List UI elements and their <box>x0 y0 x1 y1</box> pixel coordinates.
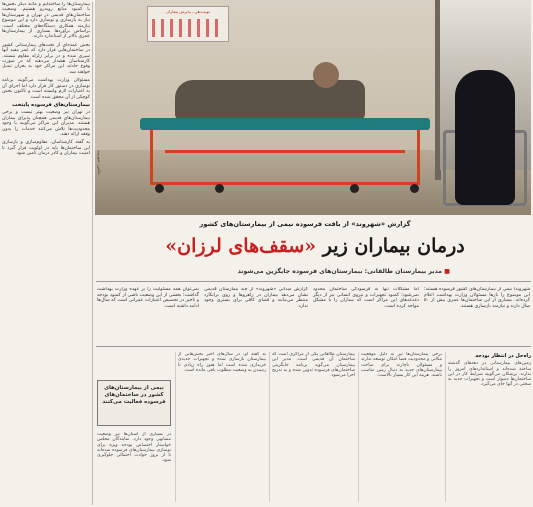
patient-head <box>313 62 339 88</box>
left-paragraph: بخش عمده‌ای از تخت‌های بیمارستانی کشور در ساختمان‌هایی قرار دارد که عمر مفید آنها سپری شده و در برابر زلزله مقاوم نیستند. کارشناسان هشدار می‌دهند که در صورت وقوع حادثه، این مراکز خود به بحران تبدیل خواهند شد. <box>2 42 90 75</box>
wheel <box>215 184 224 193</box>
callout-box: نیمی از بیمارستان‌های کشور در ساختمان‌های فرسوده فعالیت می‌کنند <box>97 380 171 426</box>
photo-credit: عکس: شهروند <box>97 150 102 175</box>
column-divider <box>92 2 93 505</box>
patient-figure <box>175 80 365 120</box>
stretcher-frame <box>150 130 420 185</box>
lead-column: گزارش میدانی «شهروند» از چند بیمارستان قدیمی نشان می‌دهد بیماران در راهروها و روی برانکارد منتظر می‌مانند و فضای کافی برای بستری وجود ندارد. <box>204 287 308 309</box>
wheel <box>410 184 419 193</box>
left-article-column <box>2 2 90 505</box>
kicker: گزارش «شهروند» از بافت فرسوده نیمی از بیمارستان‌های کشور <box>199 220 411 228</box>
body-column: برخی بیمارستان‌ها نیز به دلیل موقعیت مکانی و محدودیت فضا امکان توسعه ندارند و مسئولان ناچارند برای ساخت بیمارستان‌های جدید به دنبال زمین مناسب باشند. هزینه این کار بسیار بالاست. <box>361 352 442 379</box>
wall-poster <box>147 6 229 42</box>
wheel <box>155 184 164 193</box>
subheadline <box>210 268 450 275</box>
divider <box>96 346 531 347</box>
stretcher-mattress <box>140 118 430 130</box>
left-subheading: بیمارستان‌های فرسوده پایتخت <box>12 101 90 108</box>
lead-column: اما مشکلات تنها به فرسودگی ساختمان محدود نمی‌شود؛ کمبود تجهیزات و نیروی انسانی نیز از دیگر دغدغه‌های این مراکز است که بیماران را با مشکل مواجه کرده است. <box>313 287 419 309</box>
hospital-corridor-photo <box>95 0 531 215</box>
body-column: در بسیاری از استان‌ها نیز وضعیت مشابهی وجود دارد. نمایندگان مجلس خواستار اختصاص بودجه ویژه برای نوسازی بیمارستان‌های فرسوده شده‌اند تا از بروز حوادث احتمالی جلوگیری شود. <box>97 432 171 464</box>
bullet-icon: ■ <box>444 268 450 275</box>
body-column <box>448 352 531 505</box>
headline-accent: «سقف‌های لرزان» <box>165 235 317 257</box>
lead-column: نمی‌توان همه مسئولیت را بر عهده وزارت بهداشت گذاشت؛ بخشی از این وضعیت ناشی از کمبود بودجه و تاخیر در تخصیص اعتبارات عمرانی است که سال‌ها ادامه داشته است. <box>97 287 199 309</box>
body-text: زمین‌های بیمارستانی در دهه‌های گذشته ساخته شده‌اند و استانداردهای امروز را ندارند. پزشکان می‌گویند شرایط کار در این ساختمان‌ها دشوار است و تجهیزات جدید به سختی در آنها جای می‌گیرد. <box>448 361 531 388</box>
divider <box>96 281 531 282</box>
left-paragraph: مسئولان وزارت بهداشت می‌گویند برنامه نوسازی در دستور کار قرار دارد اما اجرای آن به اعتبارات لازم وابسته است و تاکنون بخش کوچکی از آن محقق شده است. <box>2 78 90 100</box>
subheadline-text: مدیر بیمارستان طالقانی: بیمارستان‌های فرسوده جایگزین می‌شوند <box>237 268 445 275</box>
left-paragraph: بیمارستان‌ها را ساخته‌ایم و مانند دیگر بخش‌ها با کمبود منابع روبه‌رو هستیم. وضعیت ساختمان‌های قدیمی در تهران و شهرستان‌ها نیاز به بازسازی و نوسازی دارد و این موضوع نیازمند همکاری دستگاه‌های مختلف است. براساس برآوردها بسیاری از بیمارستان‌ها عمری بالاتر از استاندارد دارند. <box>2 2 90 40</box>
main-headline <box>140 235 490 257</box>
wheel <box>350 184 359 193</box>
body-column: بیمارستان طالقانی یکی از مراکزی است که ساختمان آن قدیمی است. مدیر این بیمارستان می‌گوید برنامه جایگزینی ساختمان‌های فرسوده تدوین شده و به تدریج اجرا می‌شود. <box>272 352 355 379</box>
headline-text: درمان بیماران زیر <box>316 235 465 257</box>
woman-in-chador <box>455 70 515 205</box>
poster-title: نوبت‌دهی ـ پذیرش بیماران <box>166 9 210 14</box>
body-column: به گفته او، در سال‌های اخیر بخش‌هایی از بیمارستان بازسازی شده و تجهیزات جدیدی خریداری شده است اما هنوز راه زیادی تا رسیدن به وضعیت مطلوب باقی مانده است. <box>178 352 266 373</box>
lead-column: شهروند/ نیمی از بیمارستان‌های کشور فرسوده هستند؛ این موضوع را بارها مسئولان وزارت بهداشت اعلام کرده‌اند. بسیاری از این ساختمان‌ها عمری بیش از ۵۰ سال دارند و نیازمند بازسازی هستند. <box>424 287 530 309</box>
body-subheading: راه‌حل در انتظار بودجه <box>475 353 531 359</box>
left-paragraph: در تهران نیز وضعیت بهتر نیست و برخی بیمارستان‌های قدیمی همچنان پذیرای بیماران هستند. مدیران این مراکز می‌گویند با وجود محدودیت‌ها تلاش می‌کنند خدمات را بدون وقفه ارائه دهند. <box>2 110 90 137</box>
left-paragraph: به گفته کارشناسان، مقاوم‌سازی و بازسازی این ساختمان‌ها باید در اولویت قرار گیرد تا امنیت بیماران و کادر درمان تامین شود. <box>2 140 90 157</box>
